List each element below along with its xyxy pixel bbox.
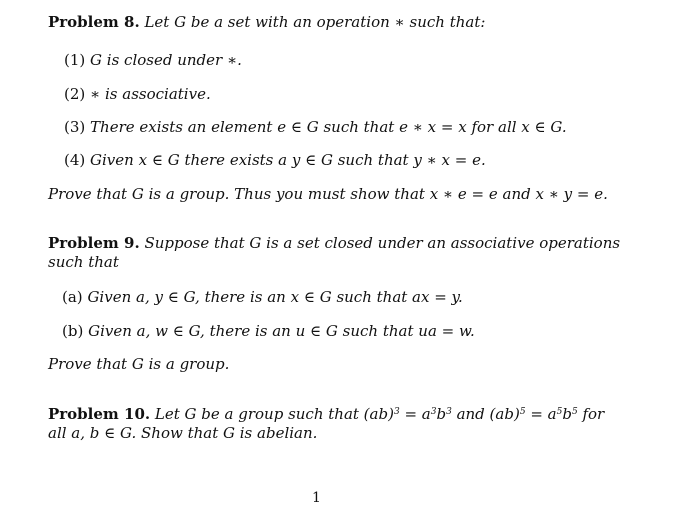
problem-9-intro: Suppose that G is a set closed under an associative operations — [144, 234, 621, 252]
page-number: 1 — [312, 490, 321, 506]
problem-10-intro-line-1 — [48, 405, 604, 423]
problem-9-intro-line-2: such that — [48, 253, 119, 271]
equation-part: b — [562, 405, 572, 423]
item-label: (3) — [64, 118, 86, 136]
problem-10-heading: Problem 10. — [48, 405, 151, 423]
problem-9-item-a — [62, 288, 463, 306]
problem-8-item-4 — [64, 151, 486, 169]
problem-8-item-3 — [64, 118, 567, 136]
exponent: 5 — [519, 407, 526, 417]
item-label: (1) — [64, 51, 86, 69]
problem-8-item-1 — [64, 51, 242, 69]
item-label: (4) — [64, 151, 86, 169]
exponent: 3 — [393, 407, 400, 417]
item-text: G is closed under ∗. — [90, 51, 242, 69]
problem-10-intro: Let G be a group such that (ab) — [154, 405, 394, 423]
problem-8-conclusion: Prove that G is a group. Thus you must show that x ∗ e = e and x ∗ y = e. — [48, 185, 608, 203]
problem-9-intro-line-1 — [48, 234, 620, 252]
item-label: (b) — [62, 322, 84, 340]
equation-part: = a — [525, 405, 557, 423]
equation-part: and (ab) — [451, 405, 520, 423]
problem-9-conclusion: Prove that G is a group. — [48, 355, 230, 373]
equation-part: b — [436, 405, 447, 423]
item-text: Given a, w ∈ G, there is an u ∈ G such that ua = w. — [88, 322, 475, 340]
problem-8-intro-line — [48, 13, 485, 31]
problem-10-intro-line-2: all a, b ∈ G. Show that G is abelian. — [48, 424, 318, 442]
item-label: (a) — [62, 288, 83, 306]
equation-part: for — [577, 405, 605, 423]
item-text: Given x ∈ G there exists a y ∈ G such that y ∗ x = e. — [90, 151, 486, 169]
problem-8-intro: Let G be a set with an operation ∗ such that: — [144, 13, 486, 31]
item-text: There exists an element e ∈ G such that e ∗ x = x for all x ∈ G. — [90, 118, 567, 136]
exponent: 3 — [430, 407, 437, 417]
problem-9-item-b — [62, 322, 475, 340]
exponent: 5 — [571, 407, 578, 417]
equation-part: = a — [399, 405, 431, 423]
exponent: 5 — [556, 407, 563, 417]
problem-9-heading: Problem 9. — [48, 234, 140, 252]
item-label: (2) — [64, 85, 86, 103]
problem-8-heading: Problem 8. — [48, 13, 140, 31]
exponent: 3 — [446, 407, 452, 417]
item-text: Given a, y ∈ G, there is an x ∈ G such that ax = y. — [87, 288, 463, 306]
problem-8-item-2 — [64, 85, 211, 103]
item-text: ∗ is associative. — [90, 85, 211, 103]
